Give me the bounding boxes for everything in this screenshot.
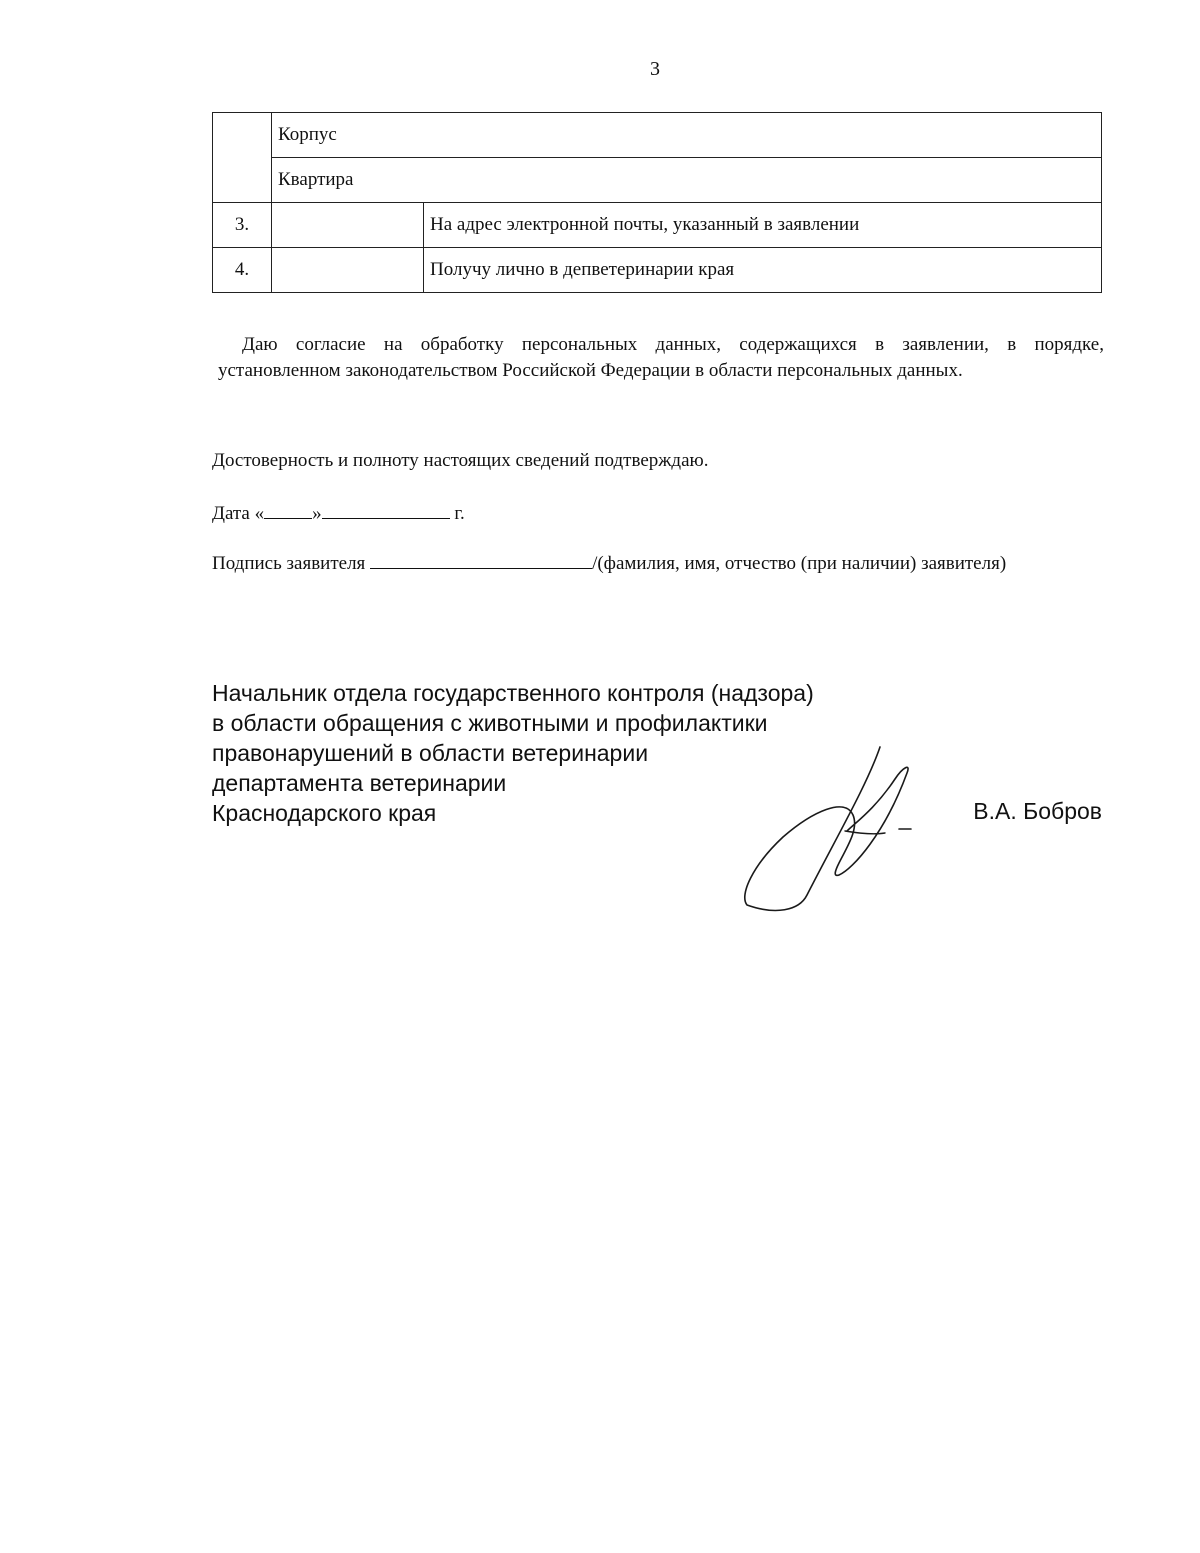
chief-title-block xyxy=(212,678,814,828)
handwritten-signature xyxy=(735,745,925,915)
chief-title-line: департамента ветеринарии xyxy=(212,770,507,796)
table-cell-label: Получу лично в депветеринарии края xyxy=(424,248,1102,293)
table-cell-label: Корпус xyxy=(272,113,1102,158)
consent-line: установленном законодательством Российской Федерации в области персональных данных. xyxy=(218,360,963,381)
table-row xyxy=(213,203,1102,248)
table-cell-label: На адрес электронной почты, указанный в заявлении xyxy=(424,203,1102,248)
consent-line: Даю согласие на обработку персональных данных, содержащихся в заявлении, в порядке, xyxy=(242,334,1104,355)
confirmation-text: Достоверность и полноту настоящих сведений подтверждаю. xyxy=(212,450,709,471)
table-cell-label: Квартира xyxy=(272,158,1102,203)
table-cell-num: 4. xyxy=(213,248,272,293)
date-line xyxy=(212,500,465,525)
signature-blank xyxy=(370,550,592,569)
date-month-blank xyxy=(322,500,450,519)
chief-title-line: правонарушений в области ветеринарии xyxy=(212,740,649,766)
table-row xyxy=(213,248,1102,293)
signer-name: В.А. Бобров xyxy=(973,798,1102,824)
delivery-method-table xyxy=(212,112,1102,293)
chief-title-line: Краснодарского края xyxy=(212,800,437,826)
applicant-signature-line xyxy=(212,550,1006,575)
date-suffix: г. xyxy=(454,503,465,524)
table-cell-checkbox xyxy=(272,248,424,293)
signature-suffix: /(фамилия, имя, отчество (при наличии) заявителя) xyxy=(592,553,1007,574)
chief-title-line: Начальник отдела государственного контроля (надзора) xyxy=(212,680,814,706)
date-prefix: Дата « xyxy=(212,503,265,524)
table-row xyxy=(213,158,1102,203)
chief-title-line: в области обращения с животными и профилактики xyxy=(212,710,768,736)
consent-paragraph xyxy=(212,332,1104,384)
table-row xyxy=(213,113,1102,158)
date-day-blank xyxy=(264,500,312,519)
table-cell-num xyxy=(213,113,272,203)
date-mid: » xyxy=(312,503,322,524)
signature-prefix: Подпись заявителя xyxy=(212,553,366,574)
table-cell-checkbox xyxy=(272,203,424,248)
table-cell-num: 3. xyxy=(213,203,272,248)
page-number: 3 xyxy=(650,58,660,80)
